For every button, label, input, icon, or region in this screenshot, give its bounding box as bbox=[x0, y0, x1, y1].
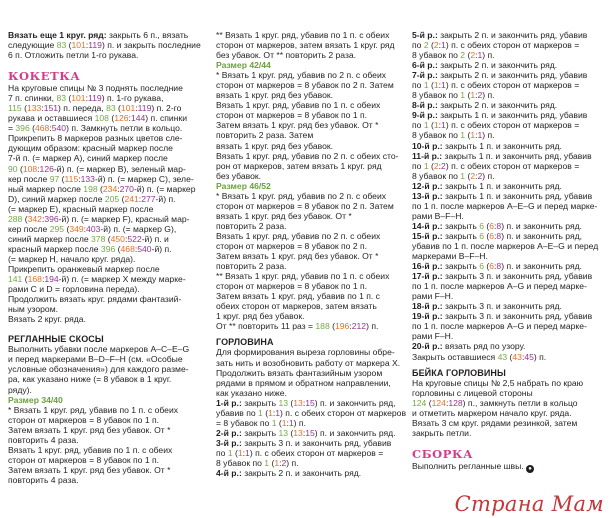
row-text: закрыть 6 п., вязать bbox=[106, 30, 189, 40]
text-line: повторить 4 раза. bbox=[8, 434, 79, 445]
text-line: Вязать 1 круг. ряд, убавив по 1 п. с обеих bbox=[8, 444, 173, 455]
size-34-40-block bbox=[8, 405, 208, 485]
row-text: рами B–F–H. bbox=[412, 210, 464, 221]
column-3 bbox=[412, 30, 606, 473]
row-line bbox=[412, 352, 606, 362]
row-line bbox=[412, 50, 606, 60]
text-line: рядами в прямом и обратном направлении, bbox=[216, 377, 391, 388]
row-label: 16-й р.: bbox=[412, 261, 443, 272]
row-label: 1-й р.: bbox=[216, 397, 242, 408]
text-line: 141 (168:194-й) п. (= маркер X между марке- bbox=[8, 274, 186, 285]
row-text: закрыть 13 (13:15) п. и закончить ряд, bbox=[241, 397, 396, 408]
text-line: Затем вязать 1 круг. ряд без убавок. От * bbox=[216, 251, 379, 262]
row-line bbox=[412, 70, 606, 80]
row-line bbox=[216, 468, 408, 478]
row-line bbox=[216, 438, 408, 448]
text-line: вязать 1 круг. ряд без убавок. bbox=[216, 90, 333, 101]
row-line bbox=[412, 241, 606, 251]
row-line bbox=[412, 271, 606, 281]
row-text: 8 убавок по 2 (2:1) п. bbox=[412, 50, 495, 61]
row-line bbox=[216, 448, 408, 458]
row-label: 13-й р.: bbox=[412, 190, 443, 201]
column-1 bbox=[8, 30, 208, 485]
text-line: вязать 1 круг. ряд без убавок. bbox=[216, 140, 333, 151]
text-line: = 396 (468:540) п. Замкнуть петли в кольцо. bbox=[8, 123, 183, 134]
row-line bbox=[412, 181, 606, 191]
text-line: синий маркер после 378 (450:522-й) п. и bbox=[8, 233, 169, 244]
row-text: 8 убавок по 1 (1:2) п. bbox=[216, 457, 299, 468]
row-text: закрыть 6 (6:8) п. и закончить ряд. bbox=[442, 220, 583, 231]
row-label: 12-й р.: bbox=[412, 180, 443, 191]
text-line: горловины с лицевой стороны bbox=[412, 387, 533, 398]
row-line bbox=[412, 321, 606, 331]
row-label: 17-й р.: bbox=[412, 271, 443, 282]
text-line: повторить 4 раза. bbox=[8, 474, 79, 485]
row-label: 14-й р.: bbox=[412, 220, 443, 231]
row-text: рами F–H. bbox=[412, 291, 454, 302]
size-label-42-44: Размер 42/44 bbox=[216, 60, 271, 71]
row-line bbox=[412, 120, 606, 130]
text-line: зать нить и возобновить работу от маркера X. bbox=[216, 357, 401, 368]
row-text: закрыть 1 п. и закончить ряд, убавив bbox=[442, 190, 593, 201]
assembly-line bbox=[412, 461, 606, 473]
text-line: На круговые спицы № 3 поднять последние bbox=[8, 83, 183, 94]
row-text: закрыть 1 п. и закончить ряд. bbox=[442, 180, 562, 191]
row-line bbox=[412, 30, 606, 40]
text-line: рами C и D = горловина переда). bbox=[8, 284, 140, 295]
text-line: ным узором. bbox=[8, 304, 58, 315]
text-line: сторон от маркеров = 8 убавок по 2 п. bbox=[216, 240, 368, 251]
text-line: Вязать 1 круг. ряд, убавив по 2 п. с обеих сто- bbox=[216, 150, 399, 161]
text-line: Вязать 1 круг. ряд, убавив по 2 п. с обеих bbox=[216, 230, 381, 241]
row-text: по 1 (1:1) п. с обеих сторон от маркеров = bbox=[216, 447, 384, 458]
text-line: красный маркер после 396 (468:540-й) п. bbox=[8, 243, 172, 254]
text-line: повторить 2 раза. Затем bbox=[216, 130, 314, 141]
row-label: 6-й р.: bbox=[412, 60, 438, 71]
text-line: Затем вязать 1 круг. ряд без убавок. От * bbox=[8, 424, 171, 435]
row-text: закрыть 6 (6:8) п. и закончить ряд, bbox=[442, 230, 583, 241]
row-line bbox=[412, 331, 606, 341]
row-line bbox=[412, 141, 606, 151]
text-line: Для формирования выреза горловины обре- bbox=[216, 347, 395, 358]
text-line: и перед маркерами B–D–F–H (см. «Особые bbox=[8, 354, 183, 365]
row-text: закрыть 3 п. и закончить ряд, убавив bbox=[241, 437, 392, 448]
row-text: закрыть 2 п. и закончить ряд. bbox=[437, 60, 558, 71]
text-line: * Вязать 1 круг. ряд, убавив по 2 п. с обеих bbox=[216, 70, 387, 81]
row-text: закрыть 13 (13:15) п. и закончить ряд. bbox=[241, 427, 396, 438]
row-label: 15-й р.: bbox=[412, 230, 443, 241]
row-text: закрыть 3 п. и закончить ряд. bbox=[442, 301, 562, 312]
row-line bbox=[412, 291, 606, 301]
row-text: по 1 (1:1) п. с обеих сторон от маркеров = bbox=[412, 120, 580, 131]
text-line: 115 (133:151) п. переда, 83 (101:119) п. 2-го bbox=[8, 103, 182, 114]
text-line: сторон от маркеров = 8 убавок по 1 п. bbox=[8, 414, 160, 425]
row-text: убавив по 1 п. после маркеров A–E–G и перед bbox=[412, 240, 599, 251]
row-line bbox=[412, 171, 606, 181]
watermark-logo: Страна Мам bbox=[454, 492, 604, 516]
text-line: 288 (342:396-й) п. (= маркер F), красный мар- bbox=[8, 213, 190, 224]
text-line: ный маркер после 198 (234:270-й) п. (= маркер bbox=[8, 183, 196, 194]
row-label: 3-й р.: bbox=[216, 437, 242, 448]
rows-block bbox=[412, 30, 606, 362]
text-line: (= маркер H, начало круг. ряда). bbox=[8, 253, 136, 264]
text-line: ** Вязать 1 круг. ряд, убавив по 1 п. с обеих bbox=[216, 30, 390, 40]
row-line bbox=[216, 428, 408, 438]
row-text: Закрыть оставшиеся 43 (43:45) п. bbox=[412, 351, 547, 362]
text-line: Вязать 1 круг. ряд, убавив по 1 п. с обеих bbox=[216, 100, 381, 111]
row-line bbox=[412, 281, 606, 291]
row-text: закрыть 1 п. и закончить ряд, убавив bbox=[437, 110, 588, 121]
collar-block bbox=[412, 378, 606, 438]
raglan-block bbox=[8, 344, 208, 394]
text-line: 90 (108:126-й) п. (= маркер B), зеленый мар- bbox=[8, 163, 186, 174]
row-label: Вязать еще 1 круг. ряд: bbox=[8, 30, 107, 40]
assembly-text: Выполнить регланные швы. bbox=[412, 460, 524, 471]
row-line bbox=[412, 151, 606, 161]
text-line: сторон от маркеров = 8 убавок по 1 п. bbox=[8, 454, 160, 465]
row-label: 11-й р.: bbox=[412, 150, 443, 161]
row-line bbox=[412, 341, 606, 351]
text-line: повторить 2 раза. bbox=[216, 261, 287, 272]
neck-block bbox=[216, 347, 408, 397]
repeat-block bbox=[216, 30, 408, 60]
row-line bbox=[412, 221, 606, 231]
row-text: закрыть 3 п. и закончить ряд, убавив bbox=[442, 311, 593, 322]
row-line bbox=[412, 211, 606, 221]
row-text: закрыть 1 п. и закончить ряд, убавив bbox=[442, 150, 592, 161]
row-label: 8-й р.: bbox=[412, 100, 438, 111]
row-line bbox=[412, 201, 606, 211]
column-2 bbox=[216, 30, 408, 478]
size-46-52-block bbox=[216, 191, 408, 332]
text-line: рон от маркеров, затем вязать 1 круг. ряд bbox=[216, 160, 382, 171]
row-text: маркерами B–F–H. bbox=[412, 251, 488, 262]
row-line bbox=[412, 130, 606, 140]
text-line: От ** повторить 11 раз = 188 (196:212) п. bbox=[216, 321, 379, 332]
row-line bbox=[412, 231, 606, 241]
text-line: 6 п. Отложить петли 1-го рукава. bbox=[8, 50, 139, 61]
row-line bbox=[412, 110, 606, 120]
row-line bbox=[412, 191, 606, 201]
row-label: 2-й р.: bbox=[216, 427, 242, 438]
text-line: Прикрепить 8 маркеров разных цветов сле- bbox=[8, 133, 183, 144]
text-line: Прикрепить оранжевый маркер после bbox=[8, 263, 160, 274]
size-42-44-block bbox=[216, 70, 408, 181]
row-line bbox=[412, 251, 606, 261]
row-text: по 1 п. после маркеров A–E–G и перед марке- bbox=[412, 200, 598, 211]
row-text: убавив по 1 (1:1) п. с обеих сторон от маркеров bbox=[216, 407, 407, 418]
row-line bbox=[412, 311, 606, 321]
row-text: по 1 (1:1) п. с обеих сторон от маркеров = bbox=[412, 80, 580, 91]
text-line: Вязать 3 см круг. рядами резинкой, затем bbox=[412, 417, 578, 428]
text-line: сторон от маркеров = 8 убавок по 2 п. Затем bbox=[216, 80, 394, 91]
text-line: следующие 83 (101:119) п. и закрыть последние bbox=[8, 40, 201, 51]
section-heading-assembly: СБОРКА bbox=[412, 446, 474, 461]
text-line: закрыть петли. bbox=[412, 427, 472, 438]
text-line: сторон от маркеров, затем вязать 1 круг. ряд bbox=[216, 40, 395, 51]
row-label: 20-й р.: bbox=[412, 341, 443, 352]
row-line bbox=[412, 301, 606, 311]
text-line: 1 круг. ряд без убавок. bbox=[216, 311, 305, 322]
row-line bbox=[216, 408, 408, 418]
text-line: Затем вязать 1 круг. ряд, убавив по 1 п. с bbox=[216, 291, 380, 302]
text-line: 7-й п. (= маркер A), синий маркер после bbox=[8, 153, 168, 164]
row-label: 4-й р.: bbox=[216, 468, 242, 479]
text-line: сторон от маркеров = 8 убавок по 1 п. bbox=[216, 281, 368, 292]
row-text: закрыть 2 п. и закончить ряд, убавив bbox=[437, 30, 588, 40]
row-line bbox=[412, 80, 606, 90]
row-label: 19-й р.: bbox=[412, 311, 443, 322]
koketka-block bbox=[8, 83, 208, 324]
text-line: Вязать 2 круг. ряда. bbox=[8, 314, 86, 325]
section-heading-raglan: РЕГЛАННЫЕ СКОСЫ bbox=[8, 334, 104, 345]
neck-rows-block bbox=[216, 398, 408, 478]
row-text: по 1 п. после маркеров A–G и перед марке- bbox=[412, 321, 587, 332]
row-line bbox=[412, 161, 606, 171]
text-line: D), синий маркер после 205 (241:277-й) п. bbox=[8, 193, 176, 204]
text-line: 7 п. спинки, 83 (101:119) п. 1-го рукава, bbox=[8, 93, 164, 104]
text-line: Продолжить вязать фантазийным узором bbox=[216, 367, 383, 378]
row-text: закрыть 2 п. и закончить ряд. bbox=[437, 100, 558, 111]
text-line: сторон от маркеров = 8 убавок по 2 п. Затем bbox=[216, 200, 394, 211]
text-line: кер после 97 (115:133-й) п. (= маркер C), зеле- bbox=[8, 173, 194, 184]
text-line: как указано ниже. bbox=[216, 387, 287, 398]
row-text: закрыть 2 п. и закончить ряд. bbox=[241, 468, 362, 479]
section-heading-koketka: КОКЕТКА bbox=[8, 69, 81, 84]
section-heading-collar: БЕЙКА ГОРЛОВИНЫ bbox=[412, 367, 506, 378]
row-text: закрыть 2 п. и закончить ряд, убавив bbox=[437, 70, 588, 81]
row-text: 8 убавок по 1 (1:2) п. bbox=[412, 90, 495, 101]
text-line: Продолжить вязать круг. рядами фантазий- bbox=[8, 294, 182, 305]
text-line: * Вязать 1 круг. ряд, убавив по 1 п. с обеих bbox=[8, 404, 179, 415]
row-text: = 8 убавок по 1 (1:1) п. bbox=[216, 417, 306, 428]
text-line: На круговые спицы № 2,5 набрать по краю bbox=[412, 377, 584, 388]
text-line: Затем вязать 1 круг. ряд без убавок. От * bbox=[8, 464, 171, 475]
row-text: по 1 п. после маркеров A–G и перед марке- bbox=[412, 281, 587, 292]
size-label-34-40: Размер 34/40 bbox=[8, 394, 63, 405]
text-line: 124 (124:128) п., замкнуть петли в кольцо bbox=[412, 397, 578, 408]
row-text: по 1 (2:2) п. с обеих сторон от маркеров = bbox=[412, 160, 580, 171]
row-line bbox=[412, 90, 606, 100]
text-line: ** Вязать 1 круг. ряд, убавив по 1 п. с обеих bbox=[216, 271, 390, 282]
text-line: дующим образом: красный маркер после bbox=[8, 143, 173, 154]
row-text: 8 убавок по 1 (2:2) п. bbox=[412, 170, 495, 181]
row-line bbox=[216, 418, 408, 428]
row-text: вязать ряд по узору. bbox=[442, 341, 526, 352]
row-label: 18-й р.: bbox=[412, 301, 443, 312]
size-label-46-52: Размер 46/52 bbox=[216, 180, 271, 191]
text-line: вязать 1 круг. ряд без убавок. От * bbox=[216, 210, 352, 221]
row-label: 7-й р.: bbox=[412, 70, 438, 81]
row-text: по 2 (2:1) п. с обеих сторон от маркеров = bbox=[412, 40, 580, 51]
row-line bbox=[216, 398, 408, 408]
text-line: повторить 2 раза. bbox=[216, 220, 287, 231]
text-line: и отметить маркером начало круг. ряда. bbox=[412, 407, 572, 418]
text-line: без убавок. bbox=[216, 170, 262, 181]
text-line: без убавок. От ** повторить 2 раза. bbox=[216, 50, 357, 61]
end-mark-icon: ● bbox=[526, 465, 534, 473]
row-label: 5-й р.: bbox=[412, 30, 438, 40]
section-heading-neck: ГОРЛОВИНА bbox=[216, 337, 274, 348]
row-text: 8 убавок по 1 (1:1) п. bbox=[412, 130, 495, 141]
text-line: ра, как указано ниже (= 8 убавок в 1 круг. bbox=[8, 374, 172, 385]
row-text: закрыть 1 п. и закончить ряд. bbox=[442, 140, 562, 151]
text-line: * Вязать 1 круг. ряд, убавив по 2 п. с обеих bbox=[216, 190, 387, 201]
text-line: Выполнить убавки после маркеров A–C–E–G bbox=[8, 344, 190, 355]
text-line: ряду). bbox=[8, 384, 32, 395]
row-text: закрыть 6 (6:8) п. и закончить ряд. bbox=[442, 261, 583, 272]
row-line bbox=[412, 60, 606, 70]
text-line bbox=[8, 30, 208, 40]
text-line: (= маркер E), красный маркер после bbox=[8, 203, 154, 214]
row-line bbox=[412, 100, 606, 110]
row-line bbox=[412, 261, 606, 271]
row-text: закрыть 3 п. и закончить ряд, убавив bbox=[442, 271, 593, 282]
row-line bbox=[412, 40, 606, 50]
row-text: рами F–H. bbox=[412, 331, 454, 342]
text-line: кер после 295 (349:403-й) п. (= маркер G), bbox=[8, 223, 177, 234]
text-line: обеих сторон от маркеров, затем вязать bbox=[216, 301, 377, 312]
text-line: рукава и оставшиеся 108 (126:144) п. спинки bbox=[8, 113, 188, 124]
row-line bbox=[216, 458, 408, 468]
row-label: 9-й р.: bbox=[412, 110, 438, 121]
text-line: условные обозначения») для каждого разме- bbox=[8, 364, 189, 375]
text-line: сторон от маркеров = 8 убавок по 1 п. bbox=[216, 110, 368, 121]
text-line: Затем вязать 1 круг. ряд без убавок. От * bbox=[216, 120, 379, 131]
intro-block bbox=[8, 30, 208, 60]
row-label: 10-й р.: bbox=[412, 140, 443, 151]
